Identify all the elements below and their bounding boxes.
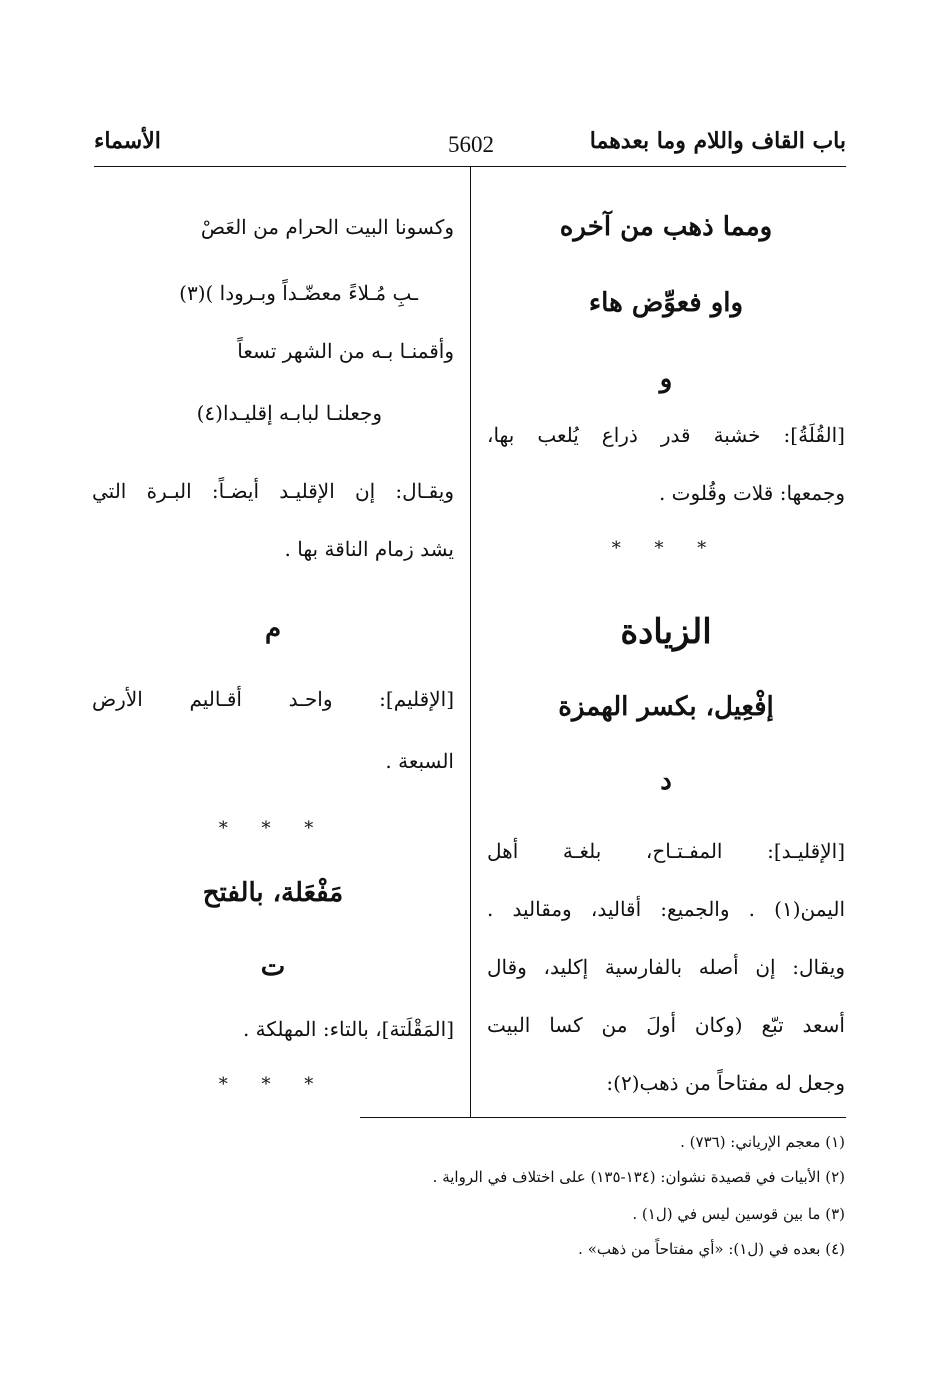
entry-iqlid-line1: [الإقليـد]: المفـتـاح، بلغـة أهل <box>487 839 845 863</box>
section-separator: * * * <box>218 818 328 839</box>
entry-iqlid2-line1: ويقـال: إن الإقليـد أيضـاً: البـرة التي <box>92 479 454 503</box>
letter-heading-mim: م <box>264 614 282 644</box>
section-separator: * * * <box>218 1074 328 1095</box>
entry-iqlim-line2: السبعة . <box>385 749 454 773</box>
column-divider <box>470 167 471 1117</box>
entry-iqlid-line4: أسعد تبّع (وكان أولَ من كسا البيت <box>487 1013 845 1037</box>
entry-qula-line2: وجمعها: قلات وقُلوت . <box>658 481 845 505</box>
footnote-4: (٤) بعده في (ل١): «أي مفتاحاً من ذهب» . <box>578 1240 845 1258</box>
entry-iqlid-line2: اليمن(١) . والجميع: أقاليد، ومقاليد . <box>487 897 845 921</box>
entry-iqlid-line3: ويقال: إن أصله بالفارسية إكليد، وقال <box>487 955 845 979</box>
pattern-heading-ifil: إفْعِيل، بكسر الهمزة <box>558 692 774 722</box>
running-head-section: الأسماء <box>94 128 161 154</box>
heading-from-end: ومما ذهب من آخره <box>559 212 773 242</box>
section-title-ziyada: الزيادة <box>620 612 712 652</box>
footnote-2: (٢) الأبيات في قصيدة نشوان: (١٣٤-١٣٥) على اختلاف في الرواية . <box>432 1168 845 1186</box>
running-head-chapter: باب القاف واللام وما بعدهما <box>589 128 846 154</box>
verse-line4: وجعلنـا لبابـه إقليـدا(٤) <box>196 401 382 425</box>
verse-line2: ـبِ مُـلاءً معضّـداً وبـرودا )(٣) <box>179 281 418 305</box>
heading-waw-replaced: واو فعوِّض هاء <box>588 288 744 318</box>
footnote-3: (٣) ما بين قوسين ليس في (ل١) . <box>632 1205 845 1223</box>
footnote-1: (١) معجم الإرياني: (٧٣٦) . <box>680 1133 845 1151</box>
letter-heading-dal: د <box>660 766 672 796</box>
pattern-heading-mafala: مَفْعَلة، بالفتح <box>202 878 344 908</box>
letter-heading-waw: و <box>659 364 673 394</box>
page-number: 5602 <box>448 132 494 157</box>
entry-iqlid2-line2: يشد زمام الناقة بها . <box>284 537 454 561</box>
verse-line3: وأقمنـا بـه من الشهر تسعاً <box>237 339 454 363</box>
footnote-rule <box>360 1117 846 1118</box>
section-separator: * * * <box>611 538 721 559</box>
verse-line1: وكسونا البيت الحرام من العَصْ <box>200 215 454 239</box>
entry-iqlid-line5: وجعل له مفتاحاً من ذهب(٢): <box>606 1071 845 1095</box>
entry-maqlata: [المَقْلَتة]، بالتاء: المهلكة . <box>242 1017 454 1041</box>
letter-heading-ta: ت <box>260 952 286 982</box>
entry-iqlim-line1: [الإقليم]: واحـد أقـاليم الأرض <box>92 687 454 711</box>
entry-qula-line1: [القُلَةُ]: خشبة قدر ذراع يُلعب بها، <box>487 423 845 447</box>
